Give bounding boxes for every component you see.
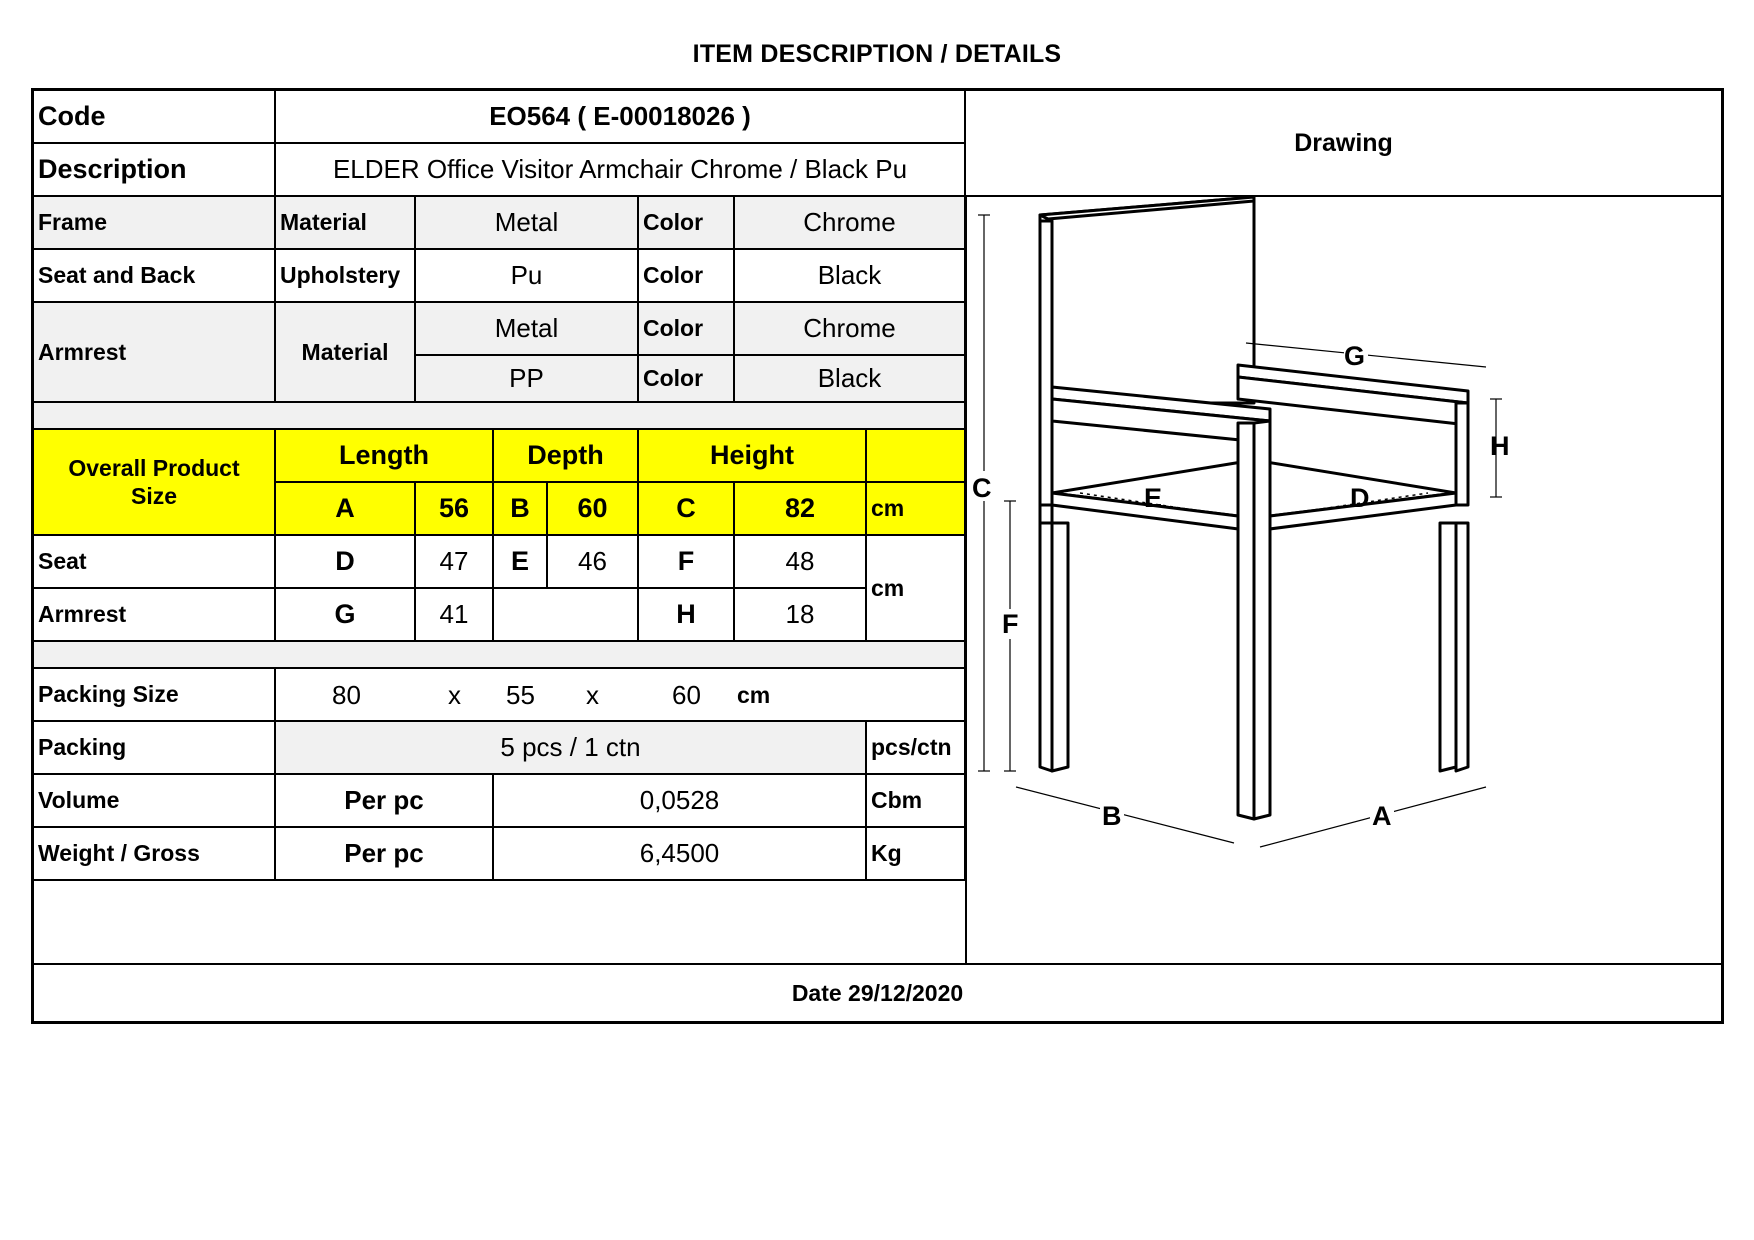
date: Date 29/12/2020 <box>791 979 964 1006</box>
volume-unit: Cbm <box>867 775 966 828</box>
drawing-header: Drawing <box>966 91 1721 197</box>
armrest-h-letter: H <box>639 589 735 642</box>
packing-size-width: 55 <box>506 680 535 710</box>
front-center-leg <box>1238 423 1254 819</box>
depth-value: 60 <box>548 483 639 536</box>
weight-unit: Kg <box>867 828 966 881</box>
page-title: ITEM DESCRIPTION / DETAILS <box>692 40 1062 68</box>
spacer-row <box>34 403 966 430</box>
height-letter: C <box>639 483 735 536</box>
volume-per: Per pc <box>276 775 494 828</box>
seat-back-material-label: Upholstery <box>276 250 416 303</box>
backrest <box>1040 197 1254 403</box>
armrest-material-2: PP <box>416 356 639 403</box>
dim-h-label: H <box>1490 431 1510 461</box>
dim-b-line <box>1016 787 1234 843</box>
overall-size-blank <box>867 430 966 483</box>
armrest-g-value: 41 <box>416 589 494 642</box>
packing-size-row <box>276 669 966 722</box>
back-left-leg <box>1040 523 1052 771</box>
overall-size-label: Overall Product Size <box>34 430 276 536</box>
length-value: 56 <box>416 483 494 536</box>
right-armrest-post <box>1456 403 1468 505</box>
back-right-leg <box>1440 523 1456 771</box>
packing-unit: pcs/ctn <box>867 722 966 775</box>
left-seat-joint <box>1040 505 1052 523</box>
frame-color: Chrome <box>735 197 966 250</box>
armrest-color-1: Chrome <box>735 303 966 356</box>
description-label: Description <box>34 144 276 197</box>
packing-size-unit: cm <box>737 682 771 708</box>
front-center-leg-face <box>1254 421 1270 819</box>
seat-dims-label: Seat <box>34 536 276 589</box>
code-label: Code <box>34 91 276 144</box>
armrest-color-label-2: Color <box>639 356 735 403</box>
dims-unit: cm <box>867 536 966 642</box>
armrest-g-letter: G <box>276 589 416 642</box>
depth-letter: B <box>494 483 548 536</box>
armrest-material-label: Material <box>276 303 416 403</box>
height-value: 82 <box>735 483 867 536</box>
backrest-left-post <box>1040 221 1052 523</box>
packing-size-label: Packing Size <box>34 669 276 722</box>
seat-e-letter: E <box>494 536 548 589</box>
table-bottom-filler <box>34 881 966 965</box>
packing-value: 5 pcs / 1 ctn <box>276 722 867 775</box>
volume-label: Volume <box>34 775 276 828</box>
weight-per: Per pc <box>276 828 494 881</box>
weight-value: 6,4500 <box>494 828 867 881</box>
dim-f-label: F <box>1002 609 1019 639</box>
armrest-material-1: Metal <box>416 303 639 356</box>
depth-header: Depth <box>494 430 639 483</box>
packing-size-length: 80 <box>332 680 361 710</box>
frame-material-label: Material <box>276 197 416 250</box>
packing-size-height: 60 <box>672 680 701 710</box>
volume-value: 0,0528 <box>494 775 867 828</box>
seat-back-color-label: Color <box>639 250 735 303</box>
armrest-color-2: Black <box>735 356 966 403</box>
dim-d-label: D <box>1350 483 1370 513</box>
dim-g-label: G <box>1344 341 1366 371</box>
frame-material: Metal <box>416 197 639 250</box>
frame-label: Frame <box>34 197 276 250</box>
spacer-row-2 <box>34 642 966 669</box>
packing-size-x1: x <box>448 680 461 710</box>
dim-c-label: C <box>972 473 992 503</box>
seat-d-value: 47 <box>416 536 494 589</box>
seat-e-value: 46 <box>548 536 639 589</box>
back-right-leg-face <box>1456 523 1468 771</box>
dim-b-label: B <box>1102 801 1122 831</box>
description-value: ELDER Office Visitor Armchair Chrome / Black Pu <box>276 144 966 197</box>
height-header: Height <box>639 430 867 483</box>
armrest-dims-label: Armrest <box>34 589 276 642</box>
seat-f-value: 48 <box>735 536 867 589</box>
seat-back-color: Black <box>735 250 966 303</box>
seat-d-letter: D <box>276 536 416 589</box>
back-left-leg-face <box>1052 523 1068 771</box>
armchair-drawing <box>972 103 1690 933</box>
frame-color-label: Color <box>639 197 735 250</box>
length-header: Length <box>276 430 494 483</box>
seat-back-material: Pu <box>416 250 639 303</box>
dim-a-label: A <box>1372 801 1392 831</box>
length-letter: A <box>276 483 416 536</box>
seat-f-letter: F <box>639 536 735 589</box>
seat-back-label: Seat and Back <box>34 250 276 303</box>
weight-label: Weight / Gross <box>34 828 276 881</box>
armrest-h-value: 18 <box>735 589 867 642</box>
armrest-label: Armrest <box>34 303 276 403</box>
packing-label: Packing <box>34 722 276 775</box>
overall-size-unit: cm <box>867 483 966 536</box>
packing-size-x2: x <box>586 680 599 710</box>
dim-e-label: E <box>1144 483 1163 513</box>
armrest-dims-blank <box>494 589 639 642</box>
armrest-color-label-1: Color <box>639 303 735 356</box>
code-value: EO564 ( E-00018026 ) <box>276 91 966 144</box>
